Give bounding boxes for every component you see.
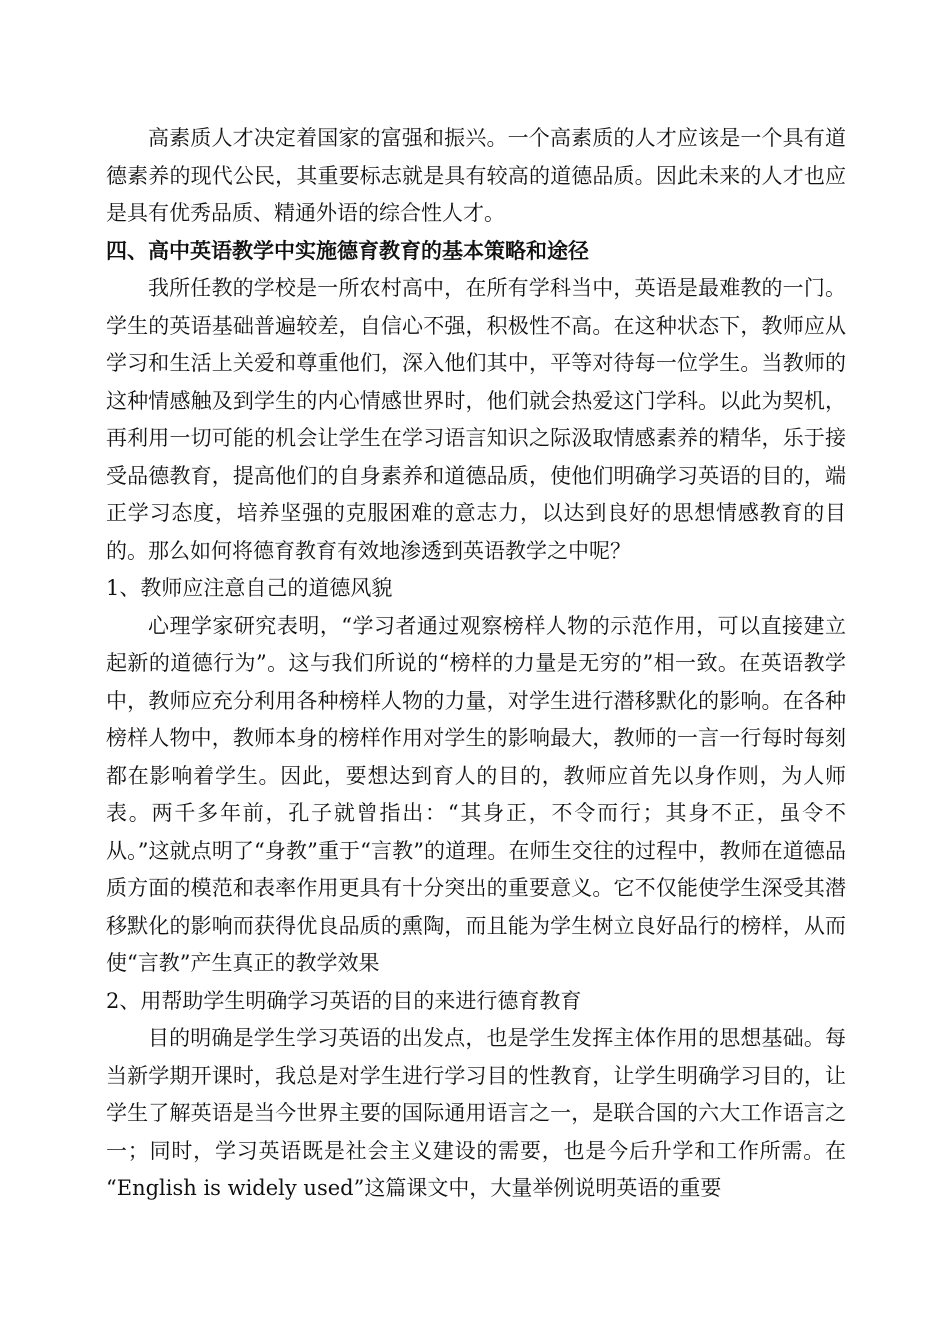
subheading-learning-purpose: 2、用帮助学生明确学习英语的目的来进行德育教育 <box>106 988 582 1013</box>
paragraph-clear-purpose: 目的明确是学生学习英语的出发点，也是学生发挥主体作用的思想基础。每当新学期开课时，我总是对学生进行学习目的性教育，让学生明确学习目的，让学生了解英语是当今世界主要的国际通用语言之一，是联合国的六大工作语言之一；同时，学习英语既是社会主义建设的需要，也是今后升学和工作所需。在 “English is widely used”这篇课文中，大量举例说明英语的重要 <box>106 1026 846 1200</box>
document-body <box>106 120 846 1208</box>
paragraph-talent-quality: 高素质人才决定着国家的富强和振兴。一个高素质的人才应该是一个具有道德素养的现代公民，其重要标志就是具有较高的道德品质。因此未来的人才也应是具有优秀品质、精通外语的综合性人才。 <box>106 126 846 225</box>
subheading-teacher-morals: 1、教师应注意自己的道德风貌 <box>106 576 393 600</box>
section-heading-strategies: 四、高中英语教学中实施德育教育的基本策略和途径 <box>106 238 589 263</box>
paragraph-rural-school: 我所任教的学校是一所农村高中，在所有学科当中，英语是最难教的一门。学生的英语基础普遍较差，自信心不强，积极性不高。在这种状态下，教师应从学习和生活上关爱和尊重他们，深入他们其中，平等对待每一位学生。当教师的这种情感触及到学生的内心情感世界时，他们就会热爱这门学科。以此为契机，再利用一切可能的机会让学生在学习语言知识之际汲取情感素养的精华，乐于接受品德教育，提高他们的自身素养和道德品质，使他们明确学习英语的目的，端正学习态度，培养坚强的克服困难的意志力，以达到良好的思想情感教育的目的。那么如何将德育教育有效地渗透到英语教学之中呢？ <box>106 276 846 563</box>
paragraph-role-model: 心理学家研究表明，“学习者通过观察榜样人物的示范作用，可以直接建立起新的道德行为”。这与我们所说的“榜样的力量是无穷的”相一致。在英语教学中，教师应充分利用各种榜样人物的力量，对学生进行潜移默化的影响。在各种榜样人物中，教师本身的榜样作用对学生的影响最大，教师的一言一行每时每刻都在影响着学生。因此，要想达到育人的目的，教师应首先以身作则，为人师表。两千多年前，孔子就曾指出：“其身正，不令而行；其身不正，虽令不从。”这就点明了“身教”重于“言教”的道理。在师生交往的过程中，教师在道德品质方面的模范和表率作用更具有十分突出的重要意义。它不仅能使学生深受其潜移默化的影响而获得优良品质的熏陶，而且能为学生树立良好品行的榜样，从而使“言教”产生真正的教学效果 <box>106 613 846 975</box>
